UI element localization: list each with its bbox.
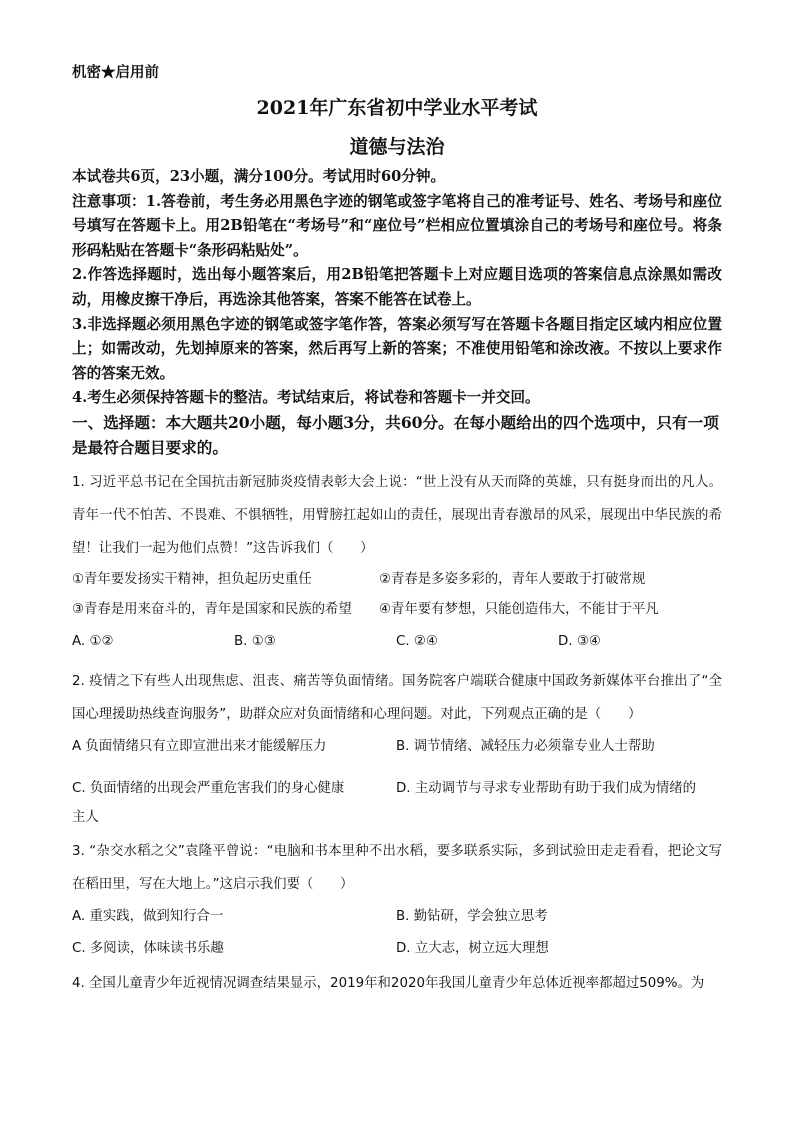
question-1-statements-row-1 — [72, 565, 722, 595]
statement-2: ②青春是多姿多彩的，青年人要敢于打破常规 — [379, 572, 646, 588]
question-1-options — [72, 625, 722, 659]
question-3-options-row-1 — [72, 901, 722, 933]
question-2-option-d-continuation: 主人 — [72, 810, 99, 826]
confidential-label: 机密★启用前 — [72, 64, 159, 81]
exam-page — [72, 62, 722, 1000]
instructions-note-3: 3.非选择题必须用黑色字迹的钢笔或签字笔作答，答案必须写写在答题卡各题目指定区域内相应位置上；如需改动，先划掉原来的答案，然后再写上新的答案；不准使用铅笔和涂改液。不按以上要求作答的答案无效。 — [72, 315, 722, 382]
question-2-options-row-1 — [72, 731, 722, 763]
statement-3: ③青春是用来奋斗的，青年是国家和民族的希望 — [72, 602, 352, 618]
question-1-stem: 1. 习近平总书记在全国抗击新冠肺炎疫情表彰大会上说：“世上没有从天而降的英雄，只有挺身而出的凡人。青年一代不怕苦、不畏难、不惧牺牲，用臂膀扛起如山的责任，展现出青春激昂的风采，展现出中华民族的希望！让我们一起为他们点赞！”这告诉我们（ ） — [72, 475, 722, 557]
question-1-option-c: C. ②④ — [396, 634, 438, 650]
instructions-block — [72, 165, 722, 411]
question-2-option-b: B. 调节情绪、减轻压力必须靠专业人士帮助 — [396, 739, 655, 755]
question-3-option-c: C. 多阅读，体味读书乐趣 — [72, 941, 224, 957]
question-1 — [72, 466, 722, 565]
statement-1: ①青年要发扬实干精神，担负起历史重任 — [72, 572, 312, 588]
question-4-stem: 4. 全国儿童青少年近视情况调查结果显示，2019年和2020年我国儿童青少年总体近视率都超过509%。为 — [72, 976, 705, 992]
question-2-stem: 2. 疫情之下有些人出现焦虑、沮丧、痛苦等负面情绪。国务院客户端联合健康中国政务新媒体平台推出了“全国心理援助热线查询服务”，助群众应对负面情绪和心理问题。对此，下列观点正确的是（ ） — [72, 674, 722, 723]
exam-title: 2021年广东省初中学业水平考试 — [256, 97, 538, 119]
question-4 — [72, 967, 722, 1000]
question-3-option-a: A. 重实践，做到知行合一 — [72, 909, 224, 925]
section-heading: 一、选择题：本大题共20小题，每小题3分，共60分。在每小题给出的四个选项中，只有一项是最符合题目要求的。 — [72, 412, 719, 457]
question-3-stem: 3. “杂交水稻之父”袁隆平曾说：“电脑和书本里种不出水稻，要多联系实际，多到试验田走走看看，把论文写在稻田里，写在大地上。”这启示我们要（ ） — [72, 844, 722, 893]
statement-4: ④青年要有梦想，只能创造伟大，不能甘于平凡 — [379, 602, 659, 618]
question-2 — [72, 665, 722, 731]
question-2-option-c: C. 负面情绪的出现会严重危害我们的身心健康 — [72, 781, 345, 797]
question-1-option-d: D. ③④ — [558, 634, 601, 650]
question-2-options-row-2 — [72, 773, 722, 805]
instructions-summary: 本试卷共6页，23小题，满分100分。考试用时60分钟。 — [72, 168, 446, 185]
instructions-note-2: 2.作答选择题时，选出每小题答案后，用2B铅笔把答题卡上对应题目选项的答案信息点涂黑如需改动，用橡皮擦干净后，再选涂其他答案，答案不能答在试卷上。 — [72, 266, 722, 308]
question-3-option-d: D. 立大志，树立远大理想 — [396, 941, 549, 957]
question-1-option-a: A. ①② — [72, 634, 114, 650]
instructions-note-1: 注意事项：1.答卷前，考生务必用黑色字迹的钢笔或签字笔将自己的准考证号、姓名、考场号和座位号填写在答题卡上。用2B铅笔在“考场号”和“座位号”栏相应位置填涂自己的考场号和座位号。将条形码粘贴在答题卡“条形码粘贴处”。 — [72, 192, 722, 259]
question-1-option-b: B. ①③ — [234, 634, 276, 650]
question-1-statements-row-2 — [72, 595, 722, 625]
question-2-option-a: A 负面情绪只有立即宣泄出来才能缓解压力 — [72, 739, 327, 755]
instructions-note-4: 4.考生必须保持答题卡的整洁。考试结束后，将试卷和答题卡一并交回。 — [72, 389, 540, 407]
question-3-option-b: B. 勤钻研，学会独立思考 — [396, 909, 548, 925]
question-3 — [72, 835, 722, 901]
question-3-options-row-2 — [72, 933, 722, 965]
question-2-option-d: D. 主动调节与寻求专业帮助有助于我们成为情绪的 — [396, 781, 697, 797]
exam-subject: 道德与法治 — [349, 136, 445, 158]
